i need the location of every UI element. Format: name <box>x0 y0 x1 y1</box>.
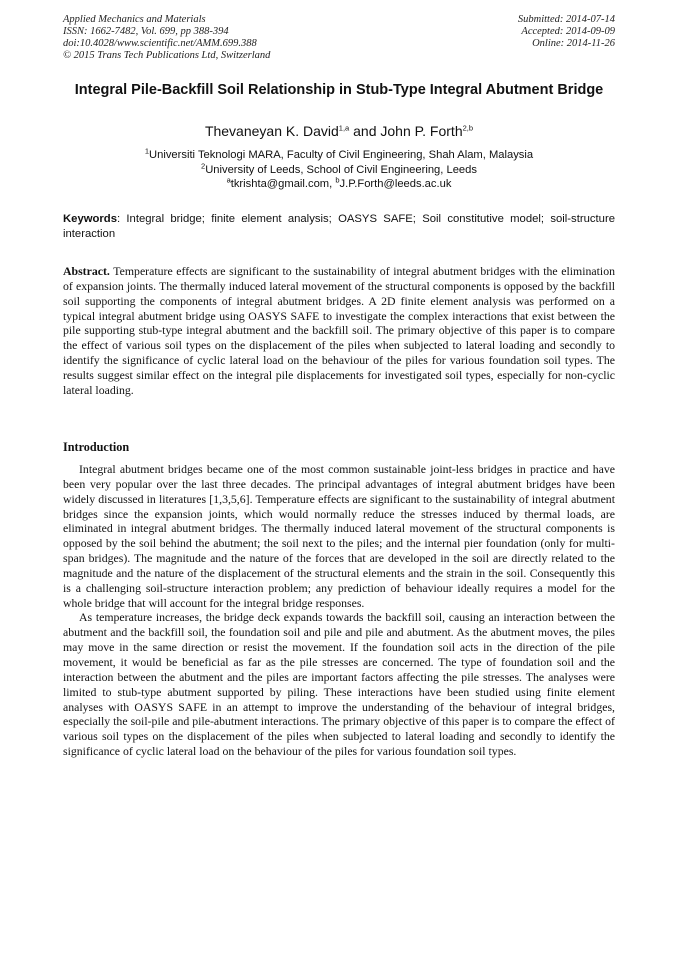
keywords-text: : Integral bridge; finite element analysis; OASYS SAFE; Soil constitutive model; soil-structure interaction <box>63 213 615 240</box>
doi: doi:10.4028/www.scientific.net/AMM.699.388 <box>63 38 257 49</box>
intro-paragraph-2: As temperature increases, the bridge deck expands towards the backfill soil, causing an interaction between the abutment and the backfill soil, the foundation soil and pile and pile and abutment. As the abutment moves, the piles may move in the same direction or resist the movement. If the foundation soil acts in the direction of the pile movement, it would be beneficial as far as the pile stresses are concerned. The type of foundation soil and the interaction between the abutment and the piles are important factors affecting the pile stresses. The analyses were limited to stub-type abutment supported by piling. These interactions have been studied using finite element analyses with OASYS SAFE in an attempt to improve the understanding of the behaviour of integral bridges, especially the soil-pile and pile-abutment interactions. The primary objective of this paper is to compare the effect of various soil types on the displacement of the piles when subjected to lateral loading and secondly to identify the significance of cyclic lateral load on the behaviour of the piles for various foundation soil types. <box>63 610 615 759</box>
submitted-date: Submitted: 2014-07-14 <box>517 14 615 25</box>
aff2-text: University of Leeds, School of Civil Engineering, Leeds <box>205 163 477 176</box>
author-2: John P. Forth <box>380 123 463 139</box>
dates-info <box>518 14 615 50</box>
email-b: J.P.Forth@leeds.ac.uk <box>339 178 452 190</box>
paper-title: Integral Pile-Backfill Soil Relationship in Stub-Type Integral Abutment Bridge <box>74 82 604 98</box>
journal-name: Applied Mechanics and Materials <box>63 14 206 25</box>
abstract-label: Abstract. <box>63 264 110 278</box>
introduction-body <box>63 462 615 759</box>
author-and: and <box>349 123 381 139</box>
issn: ISSN: 1662-7482, Vol. 699, pp 388-394 <box>63 26 229 37</box>
aff1-sup: 1 <box>144 146 150 156</box>
email-a: tkrishta@gmail.com, <box>230 178 333 190</box>
copyright: © 2015 Trans Tech Publications Ltd, Switzerland <box>63 50 271 61</box>
emails <box>63 177 615 192</box>
affiliation-1 <box>63 148 615 163</box>
aff1-text: Universiti Teknologi MARA, Faculty of Civil Engineering, Shah Alam, Malaysia <box>149 149 534 161</box>
accepted-date: Accepted: 2014-09-09 <box>521 26 615 37</box>
abstract <box>63 264 615 398</box>
email-b-sup: b <box>335 175 340 185</box>
online-date: Online: 2014-11-26 <box>532 38 615 49</box>
affiliations <box>63 148 615 192</box>
abstract-text: Temperature effects are significant to the sustainability of integral abutment bridges with the elimination of expansion joints. The thermally induced lateral movement of the structural components is opposed by the backfill soil supporting the components of integral abutment bridges. A 2D finite element analysis was performed on a typical integral abutment bridge using OASYS SAFE to investigate the complex interactions that exist between the pile supporting stub-type integral abutment and the backfill soil. The primary objective of this paper is to compare the effect of various soil types on the displacement of the piles when subjected to lateral loading and secondly to identify the significance of cyclic lateral load on the behaviour of the piles for various foundation soil types. The results suggest similar effect on the integral pile displacements for investigated soil types, especially for non-cyclic lateral loading. <box>63 264 615 397</box>
journal-info <box>63 14 270 62</box>
author-1: Thevaneyan K. David <box>204 123 339 139</box>
author-1-sup: 1,a <box>338 123 350 133</box>
author-2-sup: 2,b <box>462 123 474 133</box>
keywords-label: Keywords <box>63 213 117 225</box>
section-heading-introduction: Introduction <box>63 440 130 454</box>
email-a-sup: a <box>226 175 231 185</box>
aff2-sup: 2 <box>201 160 206 170</box>
intro-paragraph-1: Integral abutment bridges became one of the most common sustainable joint-less bridges in practice and have been very popular over the last three decades. The principal advantages of integral abutment bridges have been widely discussed in literatures [1,3,5,6]. Temperature effects are significant to the sustainability of integral abutment bridges since the expansion joints, which would normally reduce the stresses induced by thermal loads, are eliminated in integral abutment bridges. The thermally induced lateral movement of the structural components is opposed by the soil behind the abutment; the soil next to the piles; and the internal pier foundation (only for multi-span bridges). The magnitude and the nature of the forces that are developed in the soil are directly related to the magnitude and the nature of the displacement of the structural elements and the strain in the soil. Consequently this is a challenging soil-structure interaction problem; any prediction of behaviour ideally requires a model for the whole bridge that will account for the integral bridge responses. <box>63 462 615 610</box>
keywords <box>63 212 615 242</box>
authors <box>63 122 615 140</box>
